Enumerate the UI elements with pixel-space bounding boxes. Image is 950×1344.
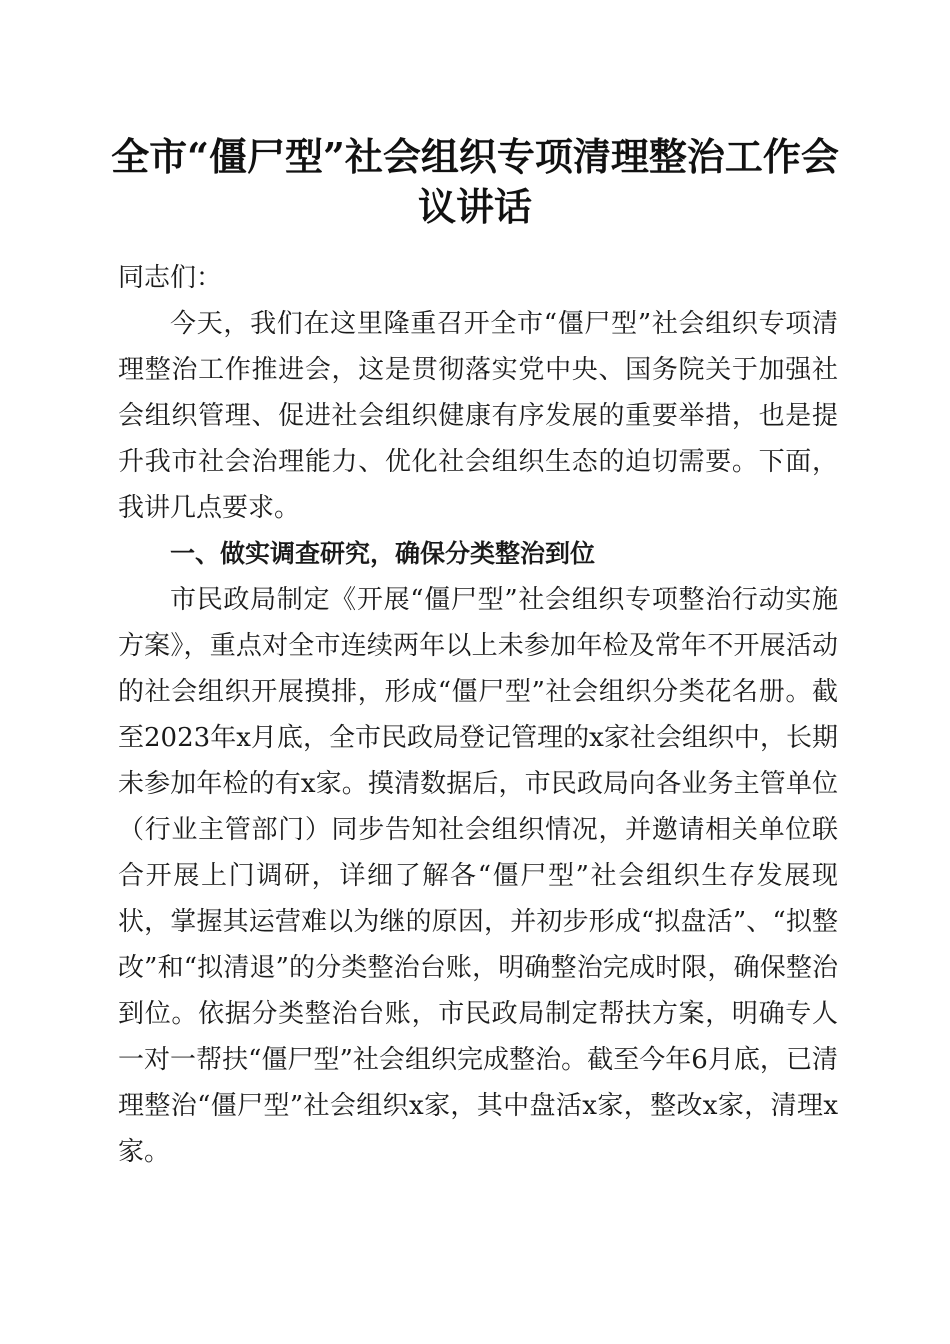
document-body (118, 255, 838, 1175)
document-title: 全市“僵尸型”社会组织专项清理整治工作会议讲话 (111, 134, 839, 229)
salutation: 同志们： (118, 263, 223, 293)
section-heading-1: 一、做实调查研究，确保分类整治到位 (170, 539, 596, 568)
intro-paragraph: 今天，我们在这里隆重召开全市“僵尸型”社会组织专项清理整治工作推进会，这是贯彻落实党中央、国务院关于加强社会组织管理、促进社会组织健康有序发展的重要举措，也是提升我市社会治理能力、优化社会组织生态的迫切需要。下面，我讲几点要求。 (118, 309, 838, 523)
section-1-paragraph: 市民政局制定《开展“僵尸型”社会组织专项整治行动实施方案》，重点对全市连续两年以上未参加年检及常年不开展活动的社会组织开展摸排，形成“僵尸型”社会组织分类花名册。截至2023年x月底，全市民政局登记管理的x家社会组织中，长期未参加年检的有x家。摸清数据后，市民政局向各业务主管单位（行业主管部门）同步告知社会组织情况，并邀请相关单位联合开展上门调研，详细了解各“僵尸型”社会组织生存发展现状，掌握其运营难以为继的原因，并初步形成“拟盘活”、“拟整改”和“拟清退”的分类整治台账，明确整治完成时限，确保整治到位。依据分类整治台账，市民政局制定帮扶方案，明确专人一对一帮扶“僵尸型”社会组织完成整治。截至今年6月底，已清理整治“僵尸型”社会组织x家，其中盘活x家，整改x家，清理x家。 (118, 585, 838, 1167)
